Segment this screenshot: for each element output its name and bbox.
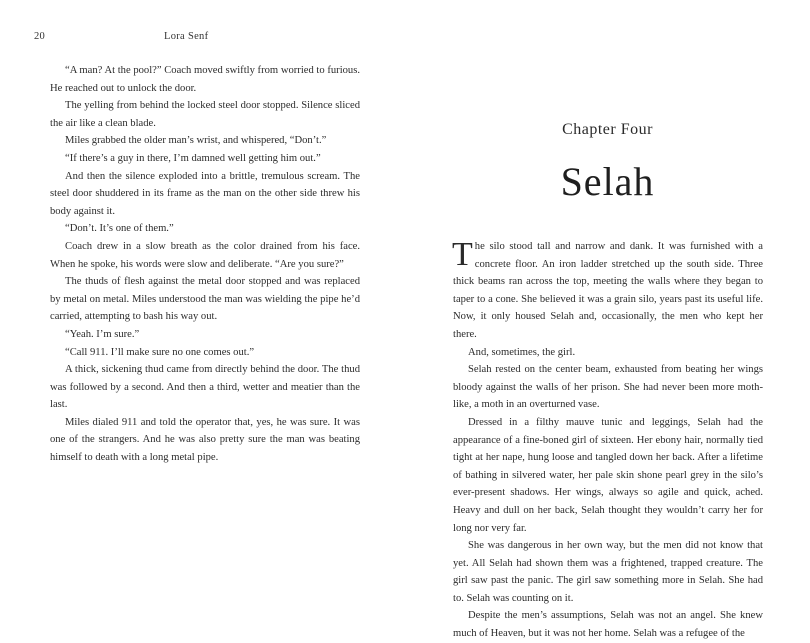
paragraph: Coach drew in a slow breath as the color drained from his face. When he spoke, his words were slow and deliberate. “Are you sure?”	[50, 240, 360, 270]
paragraph: And then the silence exploded into a brittle, tremulous scream. The steel door shuddered in its frame as the man on the other side threw his body against it.	[50, 170, 360, 217]
paragraph: The thuds of flesh against the metal door stopped and was replaced by metal on metal. Miles understood the man was wielding the pipe he’d carried, attempting to bash his way out.	[50, 276, 360, 323]
paragraph: “Call 911. I’ll make sure no one comes out.”	[65, 346, 255, 358]
drop-cap: T	[452, 236, 473, 273]
paragraph: Selah rested on the center beam, exhausted from beating her wings bloody against the walls of her prison. She had never been more moth-like, a moth in an overturned vase.	[453, 364, 763, 411]
paragraph: Miles dialed 911 and told the operator that, yes, he was sure. It was one of the strangers. And he was also pretty sure the man was beating himself to death with a long metal pipe.	[50, 416, 360, 464]
chapter-title: Selah	[560, 159, 655, 204]
left-page	[0, 0, 405, 608]
paragraph: Despite the men’s assumptions, Selah was not an angel. She knew much of Heaven, but it was not her home. Selah was a refugee of the	[453, 610, 763, 640]
right-page-body	[453, 238, 763, 643]
paragraph: “If there’s a guy in there, I’m damned well getting him out.”	[65, 152, 321, 164]
chapter-label: Chapter Four	[562, 121, 653, 138]
paragraph: A thick, sickening thud came from directly behind the door. The thud was followed by a second. And then a third, wetter and meatier than the last.	[50, 364, 360, 411]
opening-paragraph	[453, 238, 763, 344]
paragraph: And, sometimes, the girl.	[468, 346, 576, 358]
paragraph: “Yeah. I’m sure.”	[65, 328, 140, 340]
paragraph: She was dangerous in her own way, but the men did not know that yet. All Selah had shown them was a frightened, trapped creature. The girl saw past the panic. The girl saw something more in Selah. She had to. Selah was counting on it.	[453, 540, 763, 604]
page-number: 20	[34, 31, 46, 42]
right-page	[405, 0, 810, 640]
paragraph: The yelling from behind the locked steel door stopped. Silence sliced the air like a clean blade.	[50, 100, 360, 129]
paragraph: Dressed in a filthy mauve tunic and leggings, Selah had the appearance of a fine-boned girl of sixteen. Her ebony hair, normally tied tight at her nape, hung loose and tangled down her back. After a lifetime of bathing in silvered water, her pale skin shone pearl grey in the silo’s ever-present shadows. Her wings, always so agile and quick, ached. Heavy and dull on her back, Selah thought they wouldn’t carry her for long nor very far.	[453, 416, 763, 534]
paragraph: Miles grabbed the older man’s wrist, and whispered, “Don’t.”	[65, 135, 327, 147]
paragraph: “A man? At the pool?” Coach moved swiftly from worried to furious. He reached out to unlock the door.	[50, 65, 360, 94]
left-page-body	[50, 62, 360, 467]
author-name: Lora Senf	[164, 31, 209, 42]
opening-paragraph-text: he silo stood tall and narrow and dank. It was furnished with a concrete floor. An iron ladder stretched up the south side. Three thick beams ran across the top, meeting the walls where they began to taper to a cone. She believed it was a grain silo, years past its useful life. Now, it only housed Selah and, occasionally, the men who kept her there.	[453, 241, 763, 340]
paragraph: “Don’t. It’s one of them.”	[65, 223, 174, 235]
